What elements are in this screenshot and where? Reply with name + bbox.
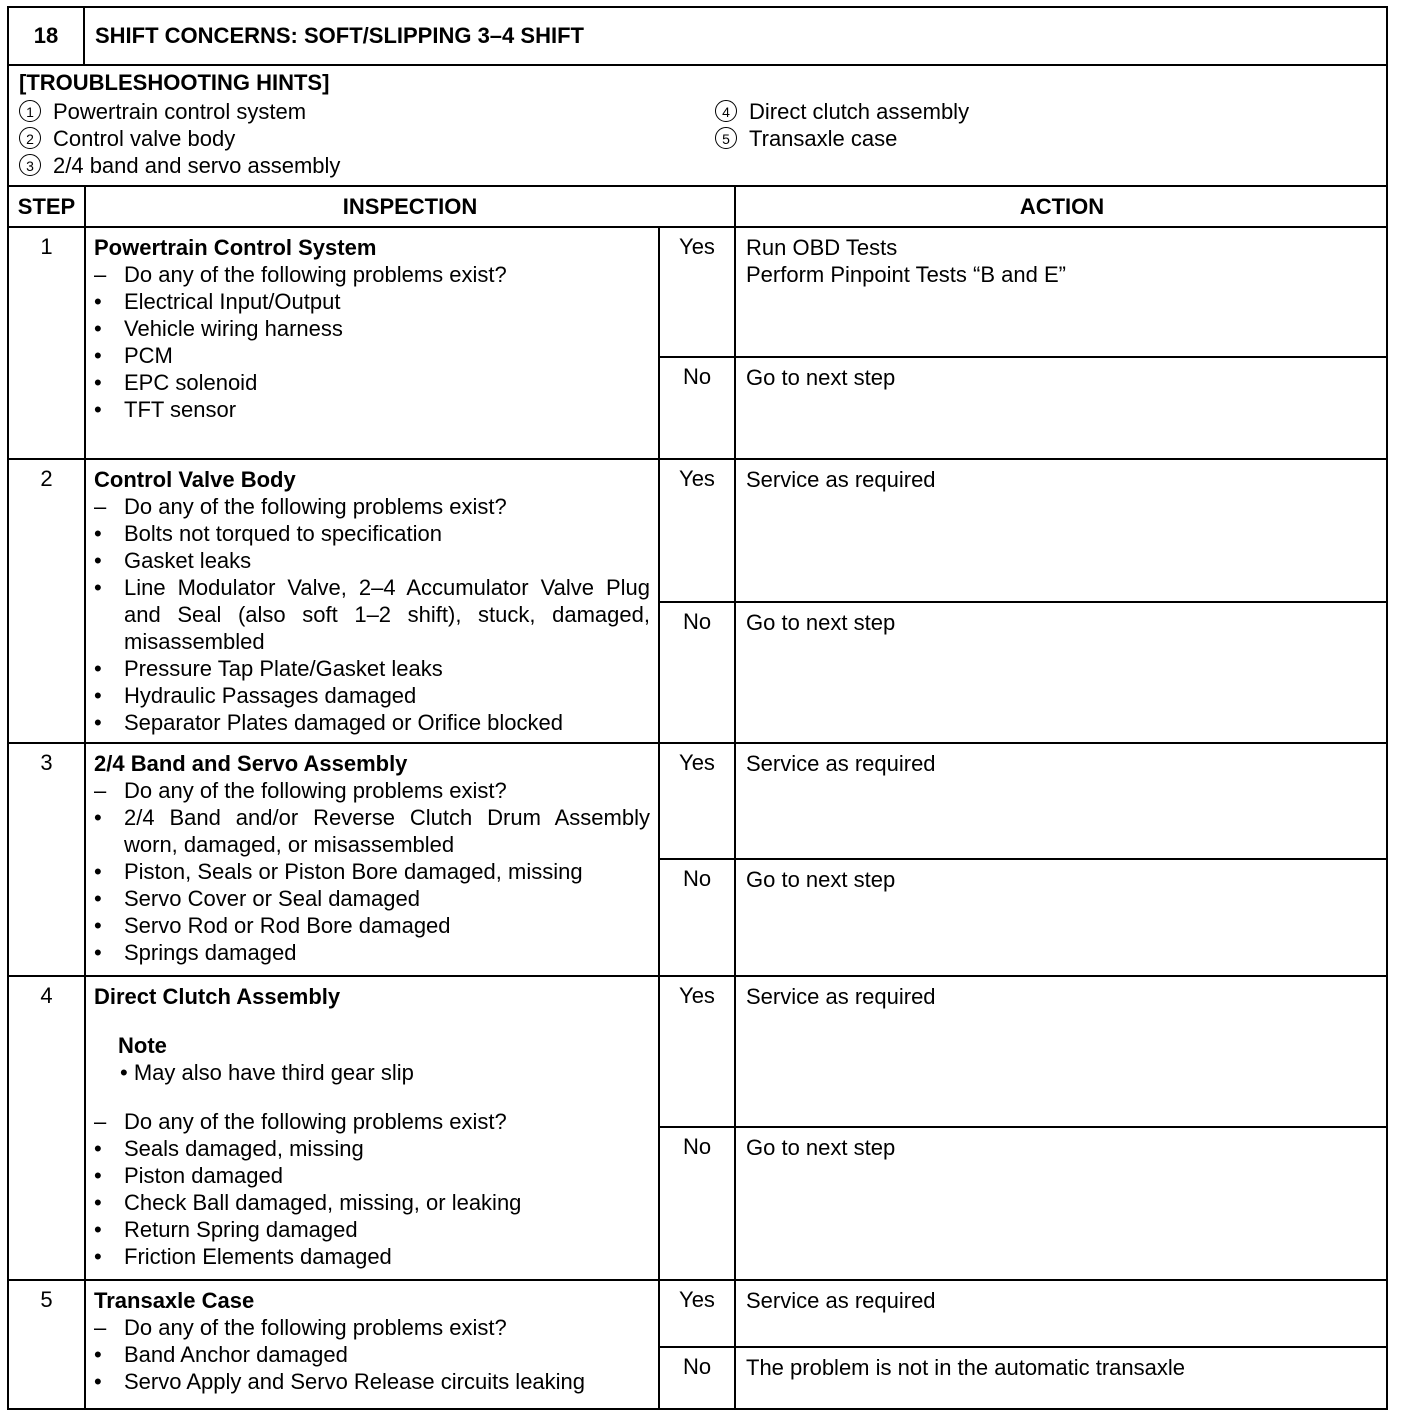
no-action: The problem is not in the automatic transaxle (746, 1355, 1186, 1380)
list-item: • Line Modulator Valve, 2–4 Accumulator Valve Plug and Seal (also soft 1–2 shift), stuck, damaged, misassembled (94, 575, 650, 654)
inspection-cell (86, 228, 660, 460)
column-header-step: STEP (9, 187, 86, 228)
no-action: Go to next step (736, 358, 1388, 460)
inspection-question: – Do any of the following problems exist? (94, 1109, 507, 1134)
title-row (9, 8, 1386, 66)
hint-item (715, 98, 969, 125)
inspection-title: Powertrain Control System (94, 235, 377, 260)
concern-title: SHIFT CONCERNS: SOFT/SLIPPING 3–4 SHIFT (95, 23, 584, 48)
action-line: Run OBD Tests (746, 235, 898, 260)
inspection-question: – Do any of the following problems exist? (94, 262, 507, 287)
inspection-question: – Do any of the following problems exist? (94, 1315, 507, 1340)
list-item: • TFT sensor (94, 397, 237, 422)
circled-number-icon: 5 (715, 127, 737, 149)
step-number: 2 (9, 460, 86, 744)
step-number: 5 (9, 1281, 86, 1410)
list-item: • Servo Cover or Seal damaged (94, 886, 420, 911)
list-item: • Pressure Tap Plate/Gasket leaks (94, 656, 443, 681)
list-item: • Band Anchor damaged (94, 1342, 348, 1367)
yes-label: Yes (660, 744, 736, 860)
note-item: • May also have third gear slip (120, 1060, 414, 1085)
hint-text: Transaxle case (749, 126, 898, 151)
yes-action (736, 228, 1388, 358)
column-header-inspection: INSPECTION (86, 187, 736, 228)
list-item: • EPC solenoid (94, 370, 258, 395)
list-item: • Springs damaged (94, 940, 297, 965)
no-label: No (660, 358, 736, 460)
concern-number: 18 (9, 8, 85, 64)
list-item: • Servo Apply and Servo Release circuits leaking (94, 1369, 586, 1394)
circled-number-icon: 1 (19, 100, 41, 122)
step-number: 3 (9, 744, 86, 977)
note-title: Note (118, 1033, 167, 1058)
list-item: • Piston damaged (94, 1163, 283, 1188)
circled-number-icon: 4 (715, 100, 737, 122)
no-label: No (660, 860, 736, 977)
step-number: 4 (9, 977, 86, 1281)
troubleshooting-sheet (7, 6, 1388, 1410)
hint-item (715, 125, 897, 152)
step-number: 1 (9, 228, 86, 460)
inspection-question: – Do any of the following problems exist? (94, 494, 507, 519)
no-label: No (660, 603, 736, 744)
list-item: • Gasket leaks (94, 548, 252, 573)
inspection-cell (86, 977, 660, 1281)
list-item: • 2/4 Band and/or Reverse Clutch Drum Assembly worn, damaged, or misassembled (94, 805, 650, 857)
yes-label: Yes (660, 460, 736, 603)
no-action: Go to next step (736, 603, 1388, 744)
hint-text: Powertrain control system (53, 99, 307, 124)
inspection-title: 2/4 Band and Servo Assembly (94, 751, 408, 776)
inspection-cell (86, 1281, 660, 1410)
inspection-title: Transaxle Case (94, 1288, 255, 1313)
hint-item (19, 152, 340, 179)
hint-text: Control valve body (53, 126, 236, 151)
hint-item (19, 98, 306, 125)
list-item: • Vehicle wiring harness (94, 316, 343, 341)
list-item: • Hydraulic Passages damaged (94, 683, 417, 708)
action-line: Perform Pinpoint Tests “B and E” (746, 262, 1066, 287)
yes-label: Yes (660, 977, 736, 1128)
hint-item (19, 125, 235, 152)
troubleshooting-hints (9, 66, 1386, 187)
list-item: • Seals damaged, missing (94, 1136, 364, 1161)
list-item: • Electrical Input/Output (94, 289, 341, 314)
list-item: • PCM (94, 343, 173, 368)
no-action: Go to next step (736, 860, 1388, 977)
inspection-cell (86, 744, 660, 977)
list-item: • Piston, Seals or Piston Bore damaged, missing (94, 859, 583, 884)
inspection-title: Direct Clutch Assembly (94, 984, 341, 1009)
yes-label: Yes (660, 1281, 736, 1348)
inspection-cell (86, 460, 660, 744)
yes-action: Service as required (736, 460, 1388, 603)
circled-number-icon: 2 (19, 127, 41, 149)
yes-action: Service as required (736, 1281, 1388, 1348)
list-item: • Friction Elements damaged (94, 1244, 392, 1269)
list-item: • Separator Plates damaged or Orifice blocked (94, 710, 564, 735)
note-block (94, 1032, 650, 1086)
list-item: • Return Spring damaged (94, 1217, 358, 1242)
yes-action: Service as required (736, 744, 1388, 860)
hint-text: Direct clutch assembly (749, 99, 970, 124)
no-action: Go to next step (736, 1128, 1388, 1281)
no-label: No (660, 1348, 736, 1410)
hints-heading: [TROUBLESHOOTING HINTS] (19, 70, 330, 95)
list-item: • Bolts not torqued to specification (94, 521, 442, 546)
inspection-question: – Do any of the following problems exist? (94, 778, 507, 803)
list-item: • Check Ball damaged, missing, or leaking (94, 1190, 522, 1215)
column-header-action: ACTION (736, 187, 1388, 228)
yes-action: Service as required (736, 977, 1388, 1128)
inspection-title: Control Valve Body (94, 467, 296, 492)
circled-number-icon: 3 (19, 154, 41, 176)
yes-label: Yes (660, 228, 736, 358)
hint-text: 2/4 band and servo assembly (53, 153, 341, 178)
list-item: • Servo Rod or Rod Bore damaged (94, 913, 451, 938)
no-label: No (660, 1128, 736, 1281)
